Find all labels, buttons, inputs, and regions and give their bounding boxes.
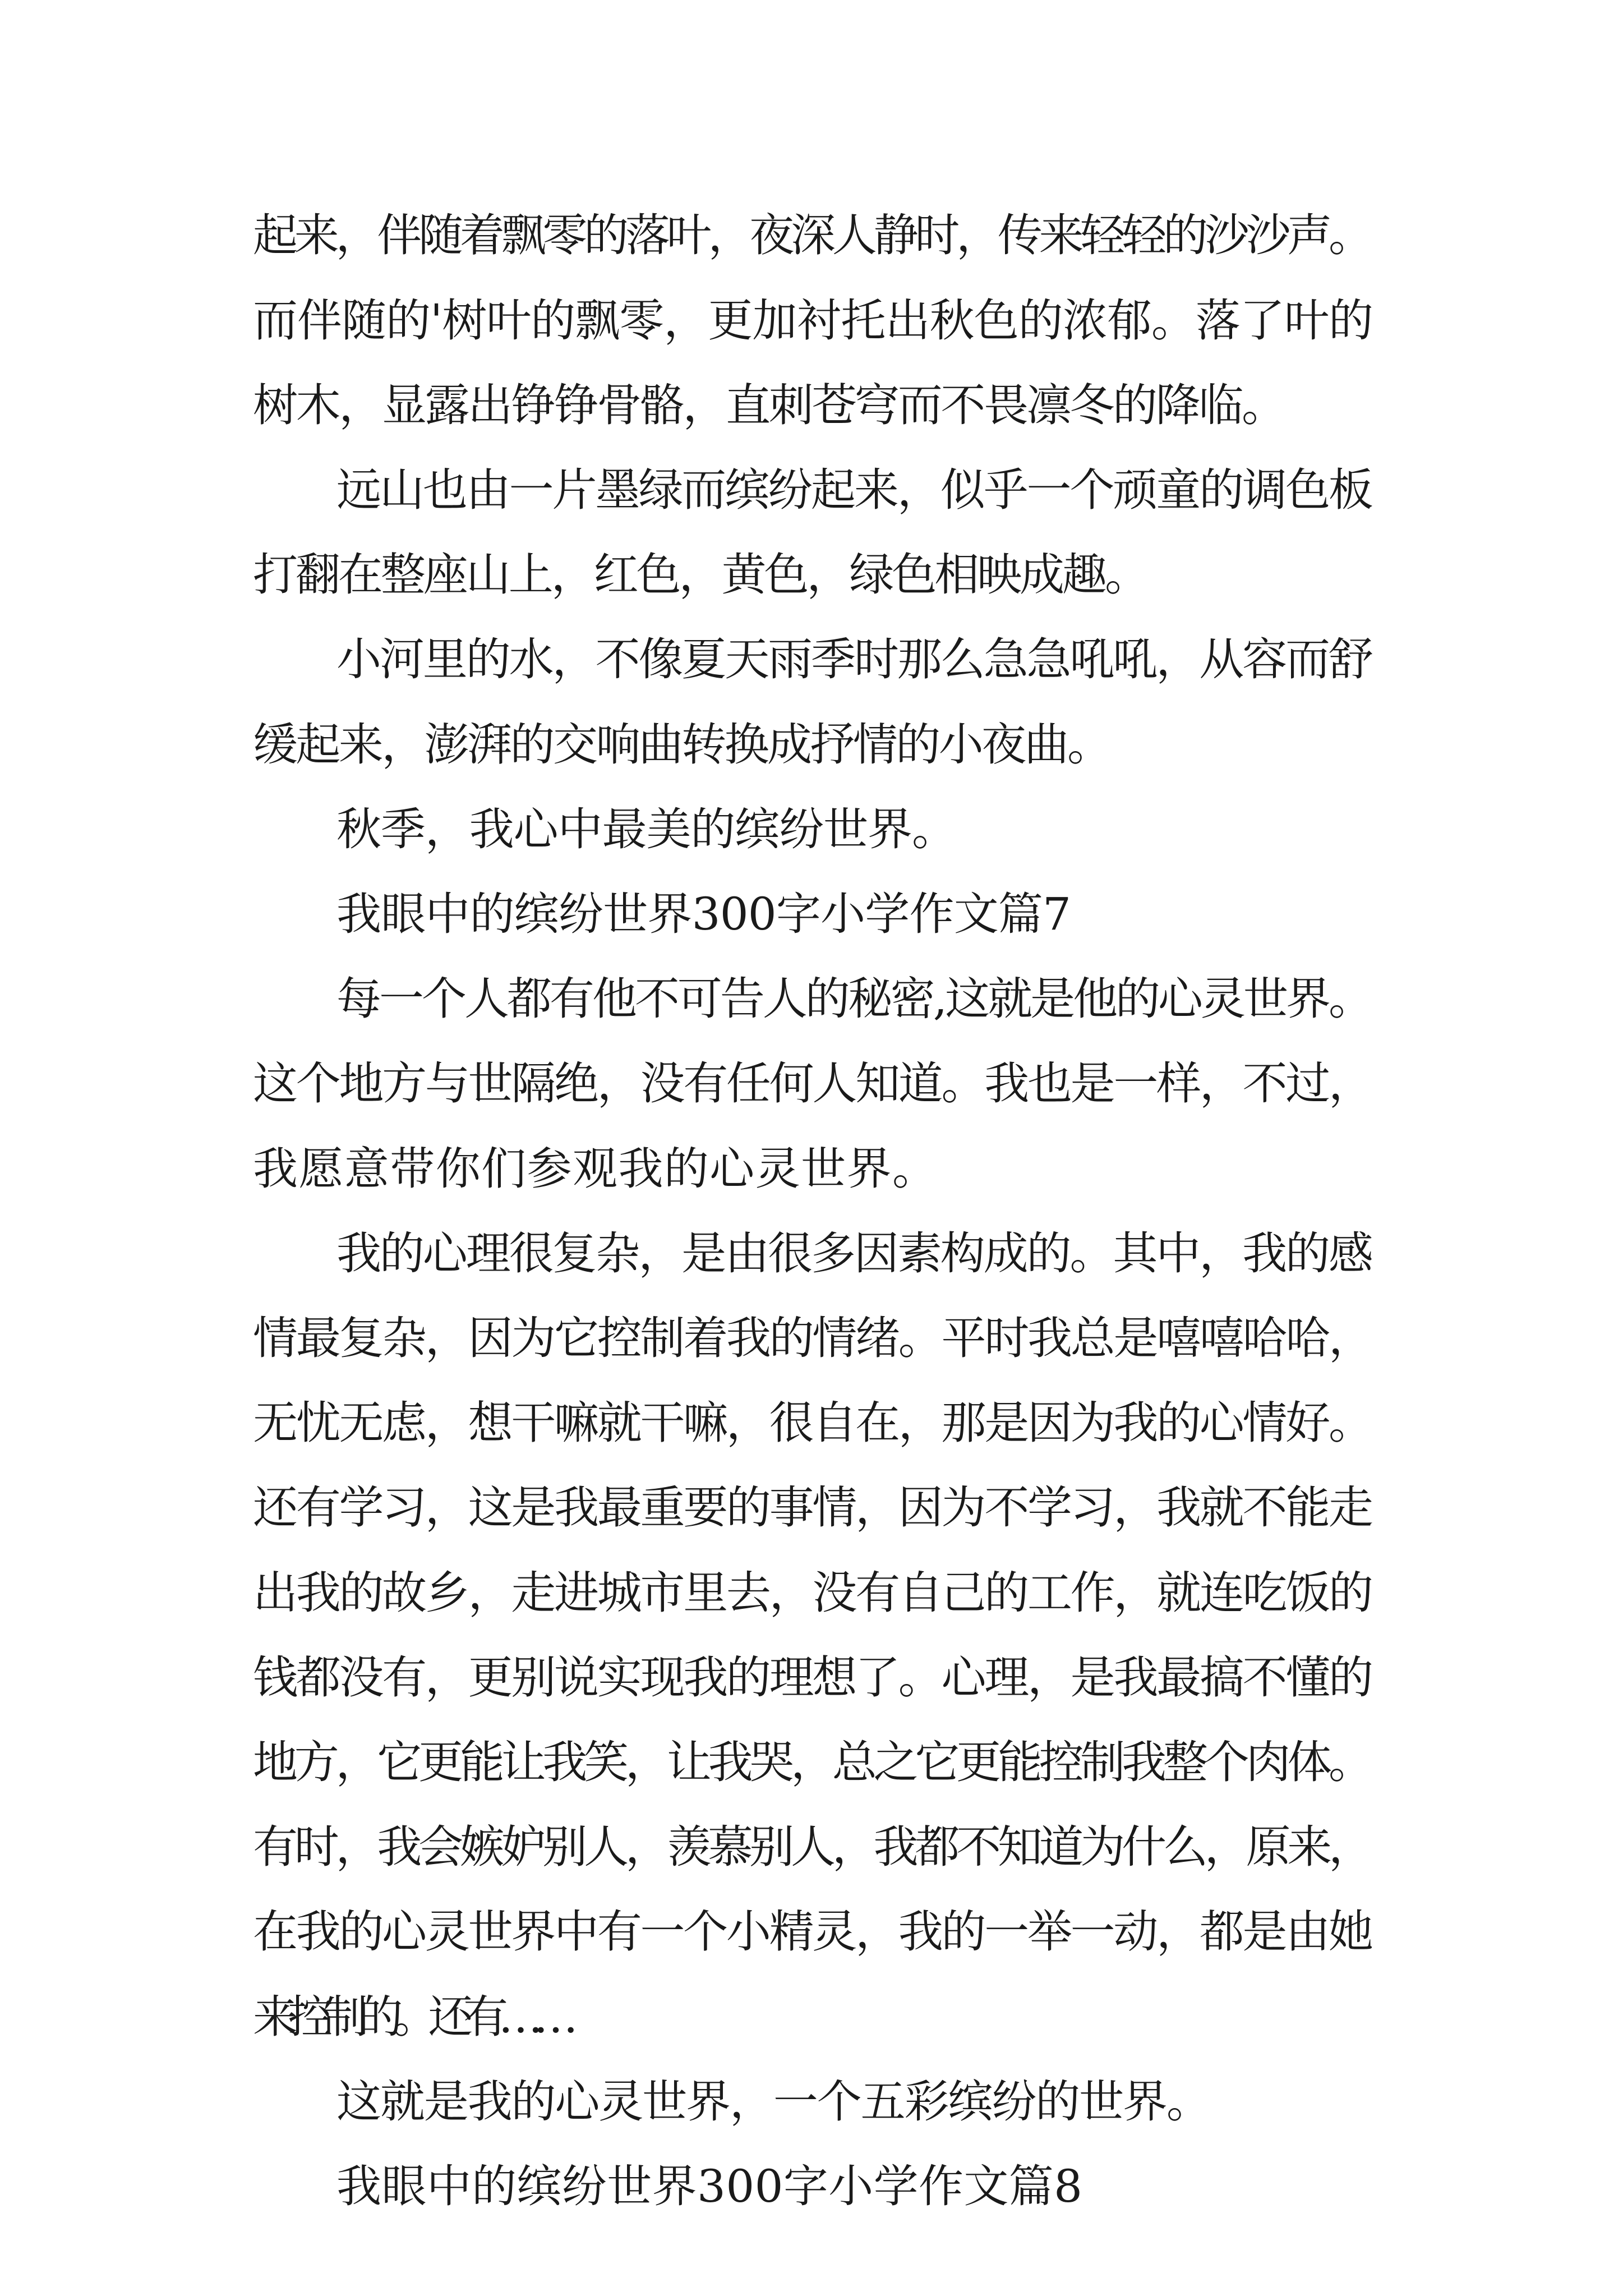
text-line: 钱都没有，更别说实现我的理想了。心理，是我最搞不懂的 <box>253 1651 1372 1704</box>
text-line: 还有学习，这是我最重要的事情，因为不学习，我就不能走 <box>253 1481 1372 1534</box>
text-line: 远山也由一片墨绿而缤纷起来，似乎一个顽童的调色板 <box>336 464 1372 516</box>
text-line: 树木，显露出铮铮骨骼，直刺苍穹而不畏凛冬的降临。 <box>253 379 1285 431</box>
text-line: 秋季，我心中最美的缤纷世界。 <box>336 803 956 855</box>
text-line: 每一个人都有他不可告人的秘密,这就是他的心灵世界。 <box>336 973 1371 1025</box>
text-line: 缓起来，澎湃的交响曲转换成抒情的小夜曲。 <box>253 719 1110 771</box>
text-line: 地方，它更能让我笑，让我哭，总之它更能控制我整个肉体。 <box>253 1736 1370 1788</box>
text-line: 这个地方与世隔绝，没有任何人知道。我也是一样，不过， <box>253 1057 1372 1110</box>
text-line: 我的心理很复杂，是由很多因素构成的。其中，我的感 <box>336 1227 1372 1280</box>
text-line: 无忧无虑，想干嘛就干嘛，很自在，那是因为我的心情好。 <box>253 1397 1372 1449</box>
text-line: 有时，我会嫉妒别人，羡慕别人，我都不知道为什么，原来， <box>253 1821 1370 1873</box>
text-line: 这就是我的心灵世界，一个五彩缤纷的世界。 <box>336 2076 1210 2128</box>
text-line: 打翻在整座山上，红色，黄色，绿色相映成趣。 <box>253 549 1147 601</box>
text-line: 情最复杂，因为它控制着我的情绪。平时我总是嘻嘻哈哈， <box>253 1312 1372 1364</box>
text-line: 出我的故乡，走进城市里去，没有自己的工作，就连吃饭的 <box>253 1567 1372 1619</box>
heading-line: 我眼中的缤纷世界300字小学作文篇8 <box>336 2160 1083 2212</box>
text-line: 来控制的。还有…… <box>253 1991 569 2043</box>
text-line: 而伴随的'树叶的飘零，更加衬托出秋色的浓郁。落了叶的 <box>253 295 1373 347</box>
text-line: 起来，伴随着飘零的落叶，夜深人静时，传来轻轻的沙沙声。 <box>253 209 1370 261</box>
text-line: 在我的心灵世界中有一个小精灵，我的一举一动，都是由她 <box>253 1906 1372 1958</box>
heading-line: 我眼中的缤纷世界300字小学作文篇7 <box>336 888 1071 940</box>
text-line: 我愿意带你们参观我的心灵世界。 <box>253 1143 938 1195</box>
text-line: 小河里的水，不像夏天雨季时那么急急吼吼，从容而舒 <box>336 633 1372 685</box>
